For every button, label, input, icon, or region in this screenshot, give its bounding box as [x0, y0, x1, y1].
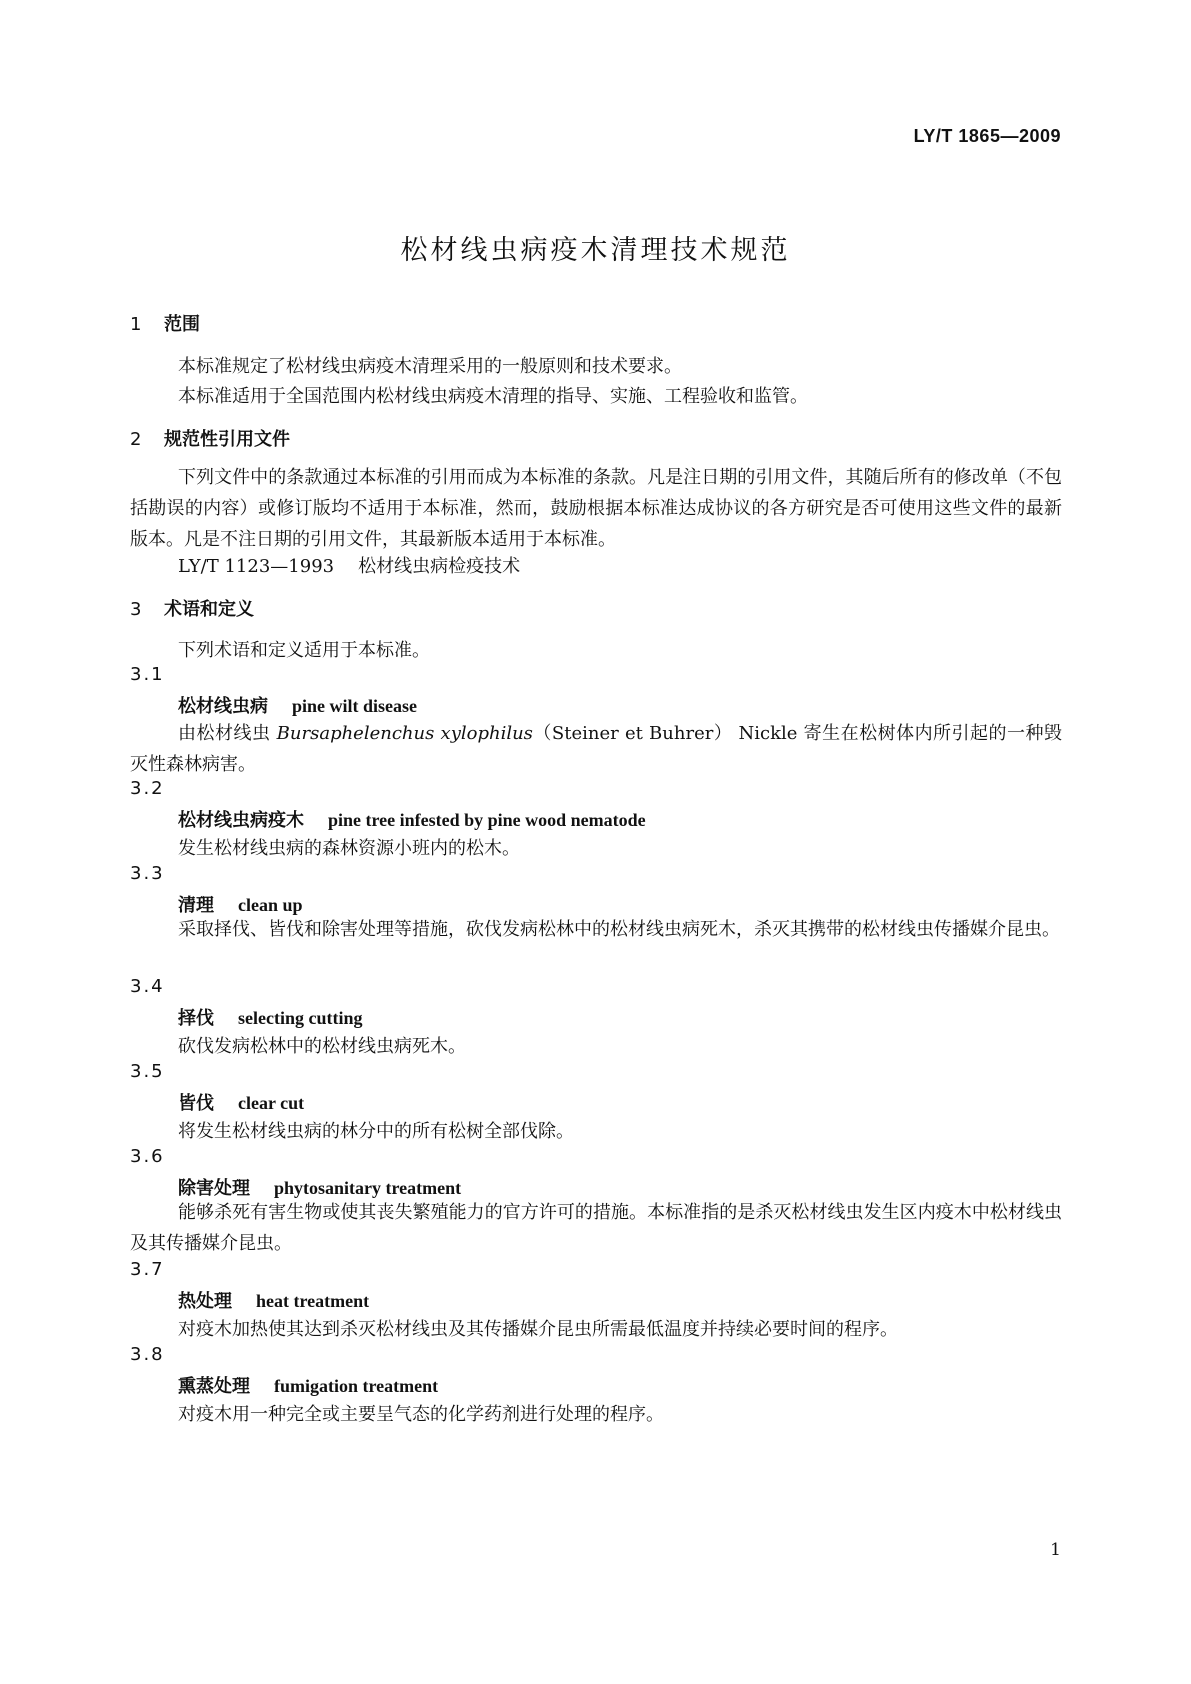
term-english: fumigation treatment: [274, 1376, 439, 1396]
term-definition: 对疫木加热使其达到杀灭松材线虫及其传播媒介昆虫所需最低温度并持续必要时间的程序。: [178, 1319, 898, 1340]
term-english: heat treatment: [256, 1291, 370, 1311]
term-heading: [178, 692, 417, 718]
section-1-paragraph: 本标准规定了松材线虫病疫木清理采用的一般原则和技术要求。: [178, 356, 682, 377]
reference-code: LY/T 1123—1993: [178, 556, 335, 577]
term-number: 3.2: [130, 778, 165, 799]
page-number: 1: [1050, 1540, 1061, 1560]
term-definition: 能够杀死有害生物或使其丧失繁殖能力的官方许可的措施。本标准指的是杀灭松材线虫发生区内疫木中松材线虫及其传播媒介昆虫。: [130, 1202, 1062, 1254]
definition-text: （Steiner et Buhrer） Nickle 寄生在松树体内所引起的一种毁灭性森林病害。: [130, 723, 1062, 775]
term-english: pine wilt disease: [292, 696, 418, 716]
term-definition: 对疫木用一种完全或主要呈气态的化学药剂进行处理的程序。: [178, 1404, 664, 1425]
term-chinese: 熏蒸处理: [178, 1376, 250, 1397]
section-number: 1: [130, 314, 142, 335]
term-definition: 采取择伐、皆伐和除害处理等措施，砍伐发病松林中的松材线虫病死木，杀灭其携带的松材线虫传播媒介昆虫。: [178, 919, 1060, 940]
term-heading: [178, 1372, 438, 1398]
term-english: phytosanitary treatment: [274, 1178, 462, 1198]
species-name: Bursaphelenchus xylophilus: [276, 723, 533, 744]
section-title: 范围: [164, 314, 200, 335]
term-chinese: 松材线虫病疫木: [178, 810, 304, 831]
term-definition: [130, 718, 1062, 780]
section-1-heading: [130, 310, 200, 336]
standard-code: LY/T 1865—2009: [913, 126, 1061, 146]
term-english: pine tree infested by pine wood nematode: [328, 810, 646, 830]
term-definition: 将发生松材线虫病的林分中的所有松树全部伐除。: [178, 1121, 574, 1142]
term-english: selecting cutting: [238, 1008, 363, 1028]
section-3-intro: 下列术语和定义适用于本标准。: [178, 640, 430, 661]
term-chinese: 除害处理: [178, 1178, 250, 1199]
term-heading: [178, 1089, 304, 1115]
term-definition: 砍伐发病松林中的松材线虫病死木。: [178, 1036, 466, 1057]
normative-reference: [178, 552, 520, 578]
definition-text: 由松材线虫: [178, 723, 277, 744]
term-english: clear cut: [238, 1093, 305, 1113]
section-title: 术语和定义: [164, 599, 254, 620]
section-1-paragraph: 本标准适用于全国范围内松材线虫病疫木清理的指导、实施、工程验收和监管。: [178, 386, 808, 407]
section-2-heading: [130, 425, 290, 451]
term-number: 3.1: [130, 664, 165, 685]
term-english: clean up: [238, 895, 303, 915]
term-number: 3.8: [130, 1344, 165, 1365]
section-title: 规范性引用文件: [164, 429, 290, 450]
document-title: 松材线虫病疫木清理技术规范: [400, 235, 791, 266]
reference-title: 松材线虫病检疫技术: [358, 556, 521, 577]
term-heading: [178, 1287, 369, 1313]
term-chinese: 皆伐: [178, 1093, 214, 1114]
term-heading: [178, 806, 646, 832]
term-definition: 发生松材线虫病的森林资源小班内的松木。: [178, 838, 520, 859]
term-heading: [178, 1004, 362, 1030]
term-chinese: 热处理: [178, 1291, 232, 1312]
term-number: 3.6: [130, 1146, 165, 1167]
term-number: 3.5: [130, 1061, 165, 1082]
term-chinese: 松材线虫病: [178, 696, 268, 717]
term-number: 3.7: [130, 1259, 165, 1280]
section-3-heading: [130, 595, 254, 621]
section-number: 3: [130, 599, 142, 620]
term-number: 3.3: [130, 863, 165, 884]
term-number: 3.4: [130, 976, 165, 997]
term-chinese: 择伐: [178, 1008, 214, 1029]
section-number: 2: [130, 429, 142, 450]
term-chinese: 清理: [178, 895, 214, 916]
section-2-paragraph: 下列文件中的条款通过本标准的引用而成为本标准的条款。凡是注日期的引用文件，其随后所有的修改单（不包括勘误的内容）或修订版均不适用于本标准，然而，鼓励根据本标准达成协议的各方研究是否可使用这些文件的最新版本。凡是不注日期的引用文件，其最新版本适用于本标准。: [130, 467, 1062, 550]
